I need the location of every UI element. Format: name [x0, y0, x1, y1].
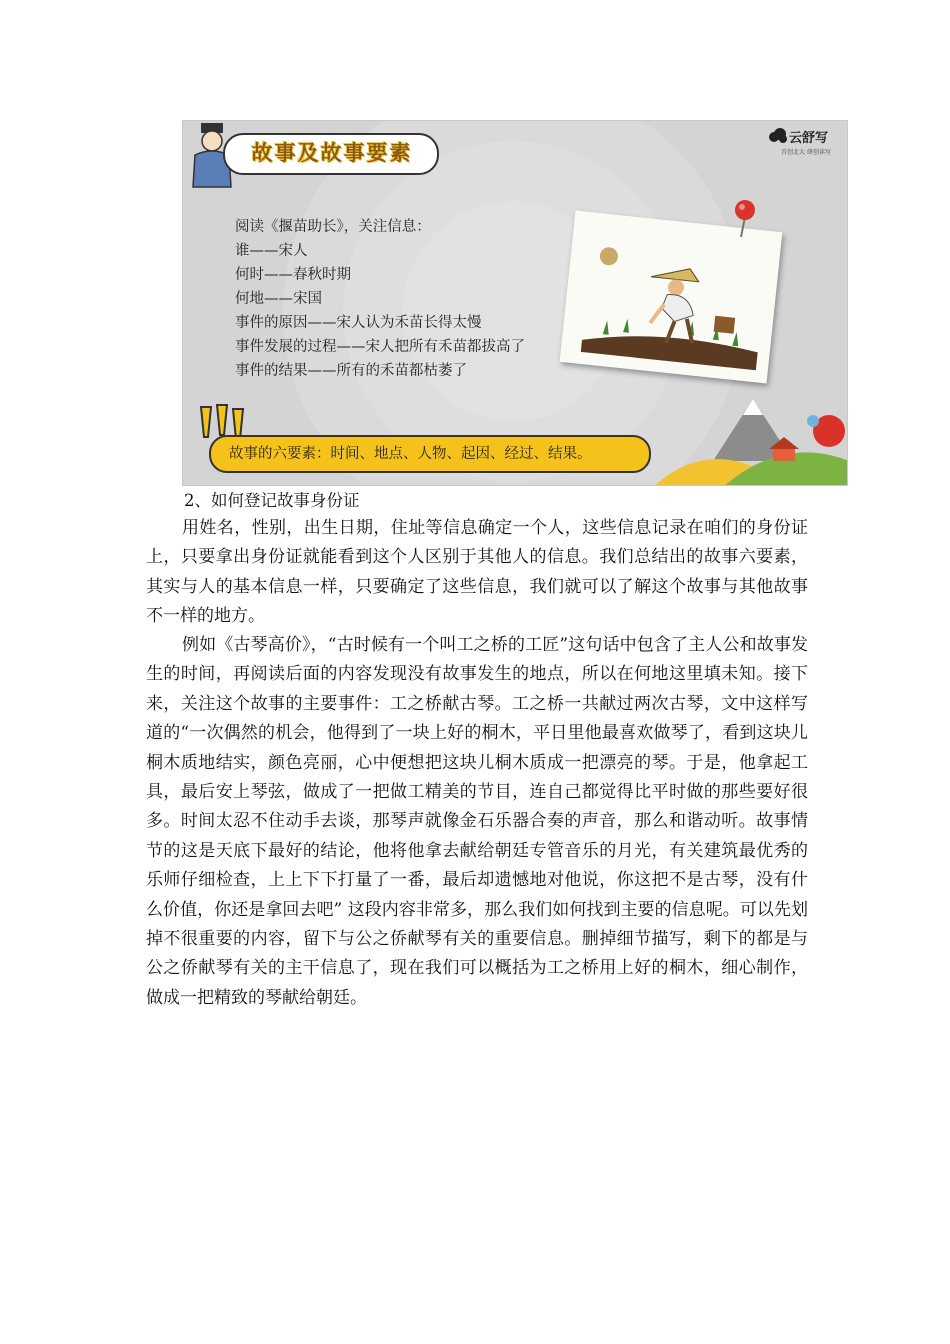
lesson-slide-image [182, 120, 848, 486]
info-item-who: 谁——宋人 [235, 243, 308, 259]
section-heading: 2、如何登记故事身份证 [184, 491, 360, 510]
logo-name: 云舒写 [789, 131, 829, 146]
body-paragraph-2: 例如《古琴高价》，“古时候有一个叫工之桥的工匠”这句话中包含了主人公和故事发生的时间，再阅读后面的内容发现没有故事发生的地点，所以在何地这里填未知。接下来，关注这个故事的主要事件：工之桥献古琴。工之桥一共献过两次古琴，文中这样写道的“一次偶然的机会，他得到了一块上好的桐木，平日里他最喜欢做琴了，看到这块儿桐木质地结实，颜色亮丽，心中便想把这块儿桐木质成一把漂亮的琴。于是，他拿起工具，最后安上琴弦，做成了一把做工精美的节目，连自己都觉得比平时做的那些要好很多。时间太忍不住动手去谈，那琴声就像金石乐器合奏的声音，那么和谐动听。故事情节的这是天底下最好的结论，他将他拿去献给朝廷专管音乐的月光，有关建筑最优秀的乐师仔细检查，上上下下打量了一番，最后却遗憾地对他说，你这把不是古琴，没有什么价值，你还是拿回去吧” 这段内容非常多，那么我们如何找到主要的信息呢。可以先划掉不很重要的内容，留下与公之侨献琴有关的重要信息。删掉细节描写，剩下的都是与公之侨献琴有关的主干信息了，现在我们可以概括为工之桥用上好的桐木，细心制作，做成一把精致的琴献给朝廷。 [146, 635, 808, 1008]
slide-title: 故事及故事要素 [251, 141, 413, 165]
reading-info-list [235, 215, 595, 383]
village-hills-illustration [653, 391, 848, 486]
reading-intro: 阅读《揠苗助长》，关注信息： [235, 219, 431, 235]
logo-tagline: 首创北大 研创读写 [781, 149, 831, 156]
info-item-result: 事件的结果——所有的禾苗都枯萎了 [235, 363, 467, 379]
info-item-process: 事件发展的过程——宋人把所有禾苗都拔高了 [235, 339, 525, 355]
six-elements-text: 故事的六要素：时间、地点、人物、起因、经过、结果。 [229, 446, 592, 462]
info-item-where: 何地——宋国 [235, 291, 322, 307]
body-paragraph-1: 用姓名，性别，出生日期，住址等信息确定一个人，这些信息记录在咱们的身份证上，只要拿出身份证就能看到这个人区别于其他人的信息。我们总结出的故事六要素，其实与人的基本信息一样，只要确定了这些信息，我们就可以了解这个故事与其他故事不一样的地方。 [146, 518, 808, 627]
info-item-when: 何时——春秋时期 [235, 267, 351, 283]
brand-logo [769, 127, 843, 165]
cloud-logo-icon [769, 128, 787, 144]
info-item-cause: 事件的原因——宋人认为禾苗长得太慢 [235, 315, 482, 331]
red-pushpin-icon [731, 199, 759, 239]
